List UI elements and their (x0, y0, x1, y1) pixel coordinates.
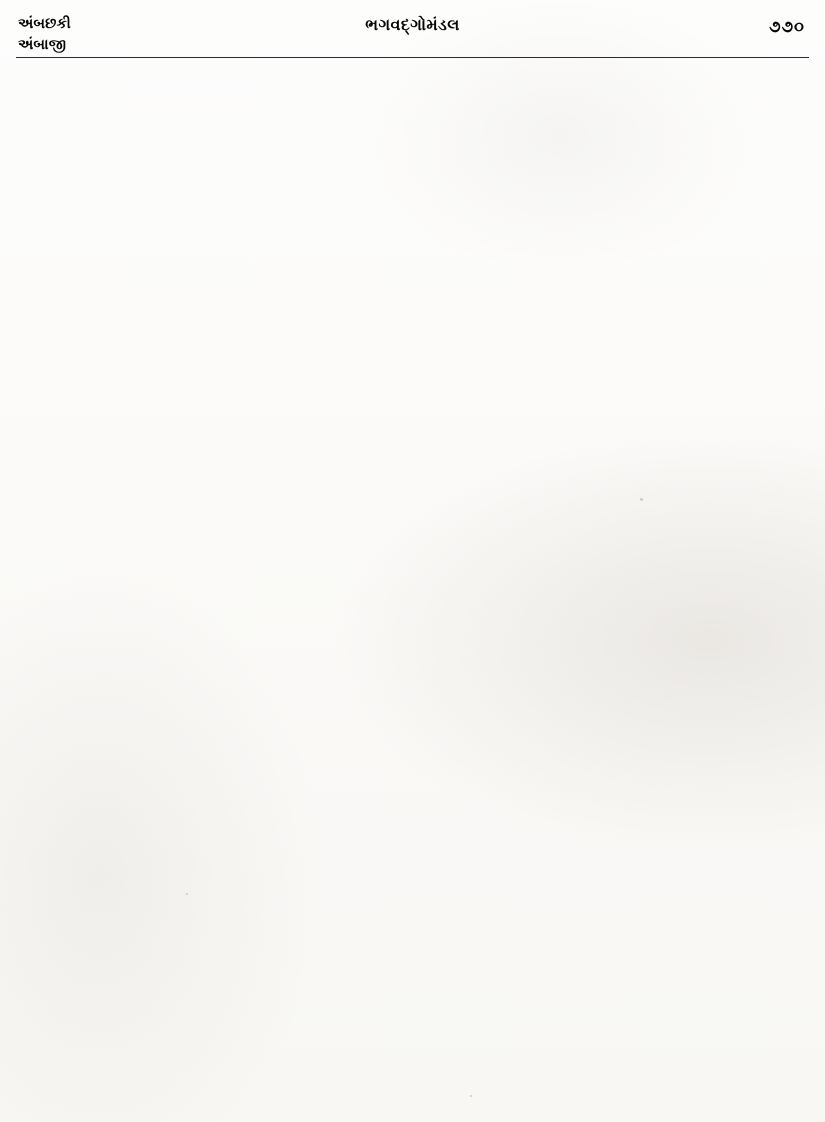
scan-speck (186, 893, 188, 895)
page-number: ૭૭૦ (769, 17, 805, 36)
book-title: ભગવદ્ગોમંડલ (365, 17, 460, 34)
running-head-left-last: અંબાજી (18, 36, 66, 53)
header-divider-rule (16, 57, 809, 58)
running-head-left-first: અંબછકી (18, 16, 71, 32)
page-header (14, 14, 811, 58)
scan-speck (470, 1095, 472, 1097)
scan-speck (640, 498, 643, 501)
